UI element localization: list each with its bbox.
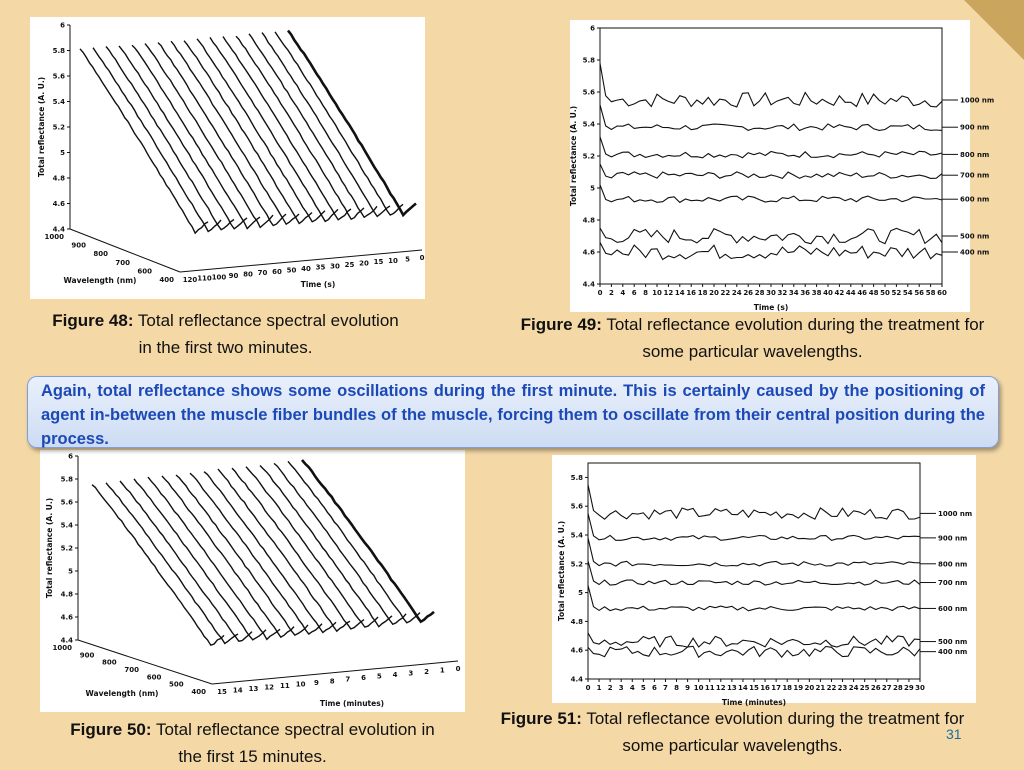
series-line-700-nm — [600, 164, 942, 178]
x-tick-label: 22 — [720, 289, 731, 297]
y-tick-label: 5.8 — [570, 473, 583, 482]
y-tick-label: 5.8 — [60, 475, 73, 484]
series-label: 400 nm — [938, 648, 968, 657]
time-tick-label: 20 — [359, 259, 369, 268]
x-tick-label: 46 — [857, 289, 868, 297]
time-tick-label: 110 — [197, 274, 212, 283]
wavelength-axis-label: Wavelength (nm) — [63, 276, 137, 285]
figure-50-label: Figure 50: — [70, 720, 152, 739]
x-tick-label: 24 — [731, 289, 742, 297]
x-tick-label: 32 — [777, 289, 788, 297]
time-axis-line — [212, 661, 458, 684]
wavelength-axis-label: Wavelength (nm) — [85, 689, 159, 698]
wavelength-tick-label: 900 — [71, 241, 86, 250]
x-tick-label: 8 — [674, 684, 679, 692]
time-tick-label: 80 — [243, 270, 253, 279]
y-tick-label: 4.8 — [52, 174, 65, 183]
wavelength-tick-label: 600 — [146, 673, 162, 682]
series-line-400-nm — [588, 646, 920, 657]
time-tick-label: 9 — [313, 678, 319, 687]
spectrum-curve — [106, 47, 234, 230]
x-tick-label: 0 — [585, 684, 591, 692]
y-tick-label: 4.6 — [60, 613, 73, 622]
y-tick-label: 6 — [60, 21, 65, 30]
series-label: 600 nm — [938, 604, 968, 613]
figure-49-text: Total reflectance evolution during the treatment for some particular wavelengths. — [601, 315, 985, 361]
y-tick-label: 4.8 — [60, 590, 73, 599]
x-tick-label: 10 — [652, 289, 662, 297]
spectrum-curve — [274, 463, 406, 624]
time-tick-label: 90 — [228, 271, 239, 280]
time-tick-label: 50 — [286, 266, 297, 275]
x-tick-label: 34 — [788, 289, 799, 297]
x-axis-label: Time (minutes) — [721, 698, 787, 707]
y-tick-label: 5.2 — [582, 152, 595, 161]
wavelength-axis-line — [78, 640, 212, 684]
y-tick-label: 5.8 — [52, 47, 65, 55]
x-tick-label: 21 — [815, 684, 826, 692]
figure-51-label: Figure 51: — [500, 709, 582, 728]
x-tick-label: 20 — [804, 684, 815, 692]
x-tick-label: 15 — [749, 684, 759, 692]
time-tick-label: 60 — [272, 267, 282, 276]
y-tick-label: 5.6 — [52, 72, 65, 81]
x-tick-label: 14 — [674, 289, 685, 297]
y-tick-label: 4.6 — [570, 646, 583, 655]
x-tick-label: 18 — [697, 289, 708, 297]
x-tick-label: 6 — [651, 684, 657, 692]
wavelength-tick-label: 800 — [102, 658, 117, 667]
time-tick-label: 13 — [248, 684, 259, 693]
series-label: 900 nm — [938, 534, 968, 543]
x-tick-label: 56 — [914, 289, 925, 297]
wavelength-tick-label: 400 — [191, 688, 206, 696]
spectrum-curve — [120, 481, 252, 641]
series-label: 600 nm — [960, 195, 990, 204]
figure-51-caption — [500, 705, 965, 759]
wavelength-tick-label: 900 — [79, 651, 95, 660]
x-tick-label: 6 — [631, 289, 637, 297]
x-tick-label: 5 — [640, 684, 646, 692]
y-tick-label: 5.6 — [582, 88, 595, 97]
series-label: 700 nm — [960, 171, 990, 180]
callout-text: Again, total reflectance shows some oscillations during the first minute. This is certainly caused by the positioning of agent in-between the muscle fiber bundles of the muscle, forcing them to oscillate from their central position during the process. — [41, 382, 985, 448]
x-tick-label: 8 — [643, 289, 649, 297]
series-line-800-nm — [600, 137, 942, 158]
series-line-500-nm — [588, 633, 920, 647]
x-tick-label: 11 — [704, 684, 715, 692]
x-tick-label: 0 — [597, 289, 603, 297]
x-tick-label: 3 — [618, 684, 624, 692]
callout-box — [27, 376, 999, 448]
y-tick-label: 5.4 — [570, 531, 583, 540]
spectrum-curve — [223, 37, 351, 220]
figure-48-chart — [30, 17, 425, 299]
series-line-500-nm — [600, 228, 942, 244]
time-tick-label: 5 — [405, 255, 410, 264]
series-label: 500 nm — [938, 638, 968, 647]
figure-50-svg — [40, 450, 465, 712]
x-tick-label: 16 — [686, 289, 697, 297]
series-label: 900 nm — [960, 123, 990, 132]
series-label: 500 nm — [960, 232, 990, 241]
x-tick-label: 7 — [663, 684, 668, 692]
x-tick-label: 25 — [859, 684, 870, 692]
time-tick-label: 14 — [232, 686, 243, 695]
time-tick-label: 30 — [330, 262, 340, 271]
figure-48-caption — [48, 307, 403, 361]
spectrum-curve — [232, 468, 364, 629]
x-tick-label: 26 — [870, 684, 881, 692]
y-axis-label: Total reflectance (A. U.) — [45, 497, 54, 599]
series-line-900-nm — [588, 513, 920, 540]
x-tick-label: 18 — [782, 684, 793, 692]
y-tick-label: 5.4 — [52, 98, 65, 106]
y-tick-label: 6 — [68, 452, 73, 461]
figure-49-label: Figure 49: — [520, 315, 602, 334]
figure-51-chart — [552, 455, 976, 707]
spectrum-curve — [262, 33, 390, 217]
y-tick-label: 5.6 — [60, 498, 73, 507]
series-line-1000-nm — [600, 63, 942, 107]
x-tick-label: 24 — [848, 684, 859, 692]
y-axis-label: Total reflectance (A. U.) — [569, 105, 578, 207]
time-tick-label: 35 — [315, 263, 326, 272]
time-tick-label: 15 — [217, 688, 227, 696]
figure-50-caption — [70, 716, 435, 770]
y-tick-label: 5.8 — [582, 56, 595, 65]
series-line-400-nm — [600, 242, 942, 259]
figure-49-chart — [569, 20, 995, 312]
figure-49-svg — [569, 20, 995, 312]
series-label: 400 nm — [960, 248, 990, 257]
slide-number: 31 — [946, 726, 962, 742]
y-tick-label: 4.4 — [52, 225, 65, 234]
time-tick-label: 7 — [345, 675, 351, 684]
y-tick-label: 5.4 — [582, 120, 595, 129]
y-tick-label: 6 — [590, 24, 595, 33]
time-tick-label: 1 — [439, 666, 445, 675]
x-tick-label: 40 — [823, 289, 833, 297]
time-tick-label: 25 — [344, 260, 355, 269]
time-tick-label: 10 — [388, 256, 398, 265]
x-tick-label: 38 — [811, 289, 822, 297]
figure-50-text: Total reflectance spectral evolution in the first 15 minutes. — [151, 720, 435, 766]
y-tick-label: 4.4 — [582, 280, 595, 289]
time-tick-label: 8 — [329, 677, 335, 686]
figure-50-chart — [40, 450, 465, 712]
wavelength-tick-label: 700 — [115, 258, 130, 267]
y-tick-label: 5.6 — [570, 502, 583, 511]
time-tick-label: 6 — [361, 674, 367, 683]
time-tick-label: 70 — [257, 269, 268, 278]
time-tick-label: 5 — [376, 672, 382, 681]
x-tick-label: 50 — [880, 289, 890, 297]
wavelength-tick-label: 500 — [169, 680, 184, 689]
y-tick-label: 4.8 — [582, 216, 595, 225]
y-tick-label: 5.2 — [52, 123, 65, 132]
spectrum-curve — [288, 461, 420, 622]
spectrum-curve — [80, 49, 208, 233]
x-tick-label: 2 — [608, 289, 614, 297]
x-tick-label: 44 — [845, 289, 856, 297]
y-tick-label: 4.6 — [582, 248, 595, 257]
y-tick-label: 5.4 — [60, 521, 73, 530]
y-tick-label: 4.4 — [60, 636, 73, 645]
series-line-800-nm — [588, 538, 920, 566]
corner-decoration — [964, 0, 1024, 60]
time-tick-label: 40 — [301, 265, 311, 273]
spectrum-curve — [162, 476, 294, 637]
x-tick-label: 60 — [937, 289, 947, 297]
y-tick-label: 4.4 — [570, 675, 583, 684]
time-tick-label: 2 — [424, 668, 429, 677]
series-label: 1000 nm — [938, 509, 973, 518]
y-tick-label: 5 — [60, 149, 65, 157]
x-tick-label: 13 — [726, 684, 737, 692]
series-label: 800 nm — [960, 150, 990, 159]
time-tick-label: 12 — [264, 683, 275, 692]
time-tick-label: 120 — [182, 276, 198, 284]
x-tick-label: 17 — [771, 684, 782, 692]
x-tick-label: 1 — [596, 684, 602, 692]
spectrum-curve — [249, 34, 377, 218]
x-tick-label: 30 — [915, 684, 925, 692]
spectrum-curve — [119, 46, 247, 229]
wavelength-tick-label: 700 — [124, 666, 139, 674]
x-tick-label: 10 — [693, 684, 704, 692]
x-tick-label: 28 — [892, 684, 903, 692]
y-tick-label: 5 — [68, 567, 73, 576]
time-tick-label: 11 — [280, 681, 290, 690]
x-tick-label: 27 — [881, 684, 892, 692]
wavelength-tick-label: 600 — [137, 267, 152, 276]
figure-51-text: Total reflectance evolution during the treatment for some particular wavelengths. — [581, 709, 965, 755]
figure-48-label: Figure 48: — [52, 311, 134, 330]
time-axis-label: Time (s) — [300, 280, 336, 289]
y-tick-label: 5 — [578, 589, 583, 598]
x-tick-label: 26 — [743, 289, 754, 297]
series-line-900-nm — [600, 105, 942, 131]
x-tick-label: 14 — [738, 684, 748, 692]
y-tick-label: 5.2 — [570, 560, 583, 569]
series-line-600-nm — [588, 585, 920, 610]
series-label: 1000 nm — [960, 96, 995, 105]
x-tick-label: 19 — [793, 684, 804, 692]
series-line-1000-nm — [588, 485, 920, 520]
spectrum-curve — [197, 39, 325, 222]
x-axis-label: Time (s) — [753, 303, 789, 312]
spectrum-curve — [275, 32, 403, 215]
x-tick-label: 23 — [837, 684, 848, 692]
x-tick-label: 28 — [754, 289, 765, 297]
x-tick-label: 42 — [834, 289, 845, 297]
spectrum-curve — [134, 479, 266, 640]
y-tick-label: 4.8 — [570, 617, 583, 626]
x-tick-label: 2 — [607, 684, 613, 692]
x-tick-label: 20 — [709, 289, 719, 297]
wavelength-tick-label: 1000 — [44, 233, 64, 241]
x-tick-label: 22 — [826, 684, 837, 692]
time-tick-label: 0 — [419, 254, 425, 262]
y-axis-label: Total reflectance (A. U.) — [557, 520, 566, 622]
x-tick-label: 9 — [685, 684, 691, 692]
x-tick-label: 4 — [629, 684, 635, 692]
y-tick-label: 5 — [590, 184, 595, 193]
wavelength-tick-label: 1000 — [52, 644, 72, 652]
x-tick-label: 16 — [760, 684, 770, 692]
series-line-600-nm — [600, 185, 942, 203]
x-tick-label: 12 — [715, 684, 726, 692]
series-label: 700 nm — [938, 579, 968, 588]
spectrum-curve — [148, 477, 280, 639]
y-axis-label: Total reflectance (A. U.) — [37, 76, 46, 178]
spectrum-curve — [302, 460, 434, 622]
x-tick-label: 48 — [868, 289, 879, 297]
spectrum-curve — [171, 41, 299, 224]
time-tick-label: 10 — [295, 680, 306, 689]
x-tick-label: 36 — [800, 289, 811, 297]
x-tick-label: 30 — [766, 289, 776, 297]
wavelength-tick-label: 400 — [159, 276, 174, 284]
spectrum-curve — [176, 475, 308, 635]
series-label: 800 nm — [938, 560, 968, 569]
wavelength-tick-label: 800 — [93, 250, 108, 259]
time-tick-label: 3 — [408, 669, 414, 678]
figure-48-svg — [30, 17, 425, 299]
x-tick-label: 54 — [902, 289, 913, 297]
x-tick-label: 52 — [891, 289, 902, 297]
figure-49-caption — [520, 311, 985, 365]
time-tick-label: 0 — [455, 665, 461, 673]
time-tick-label: 15 — [373, 258, 384, 267]
figure-48-text: Total reflectance spectral evolution in the first two minutes. — [133, 311, 399, 357]
time-axis-label: Time (minutes) — [319, 699, 385, 708]
spectrum-curve — [93, 48, 221, 232]
x-tick-label: 12 — [663, 289, 674, 297]
y-tick-label: 5.2 — [60, 544, 73, 553]
x-tick-label: 29 — [904, 684, 914, 692]
figure-51-svg — [552, 455, 976, 707]
time-tick-label: 100 — [211, 273, 227, 282]
time-tick-label: 4 — [392, 671, 398, 680]
x-tick-label: 4 — [620, 289, 626, 297]
y-tick-label: 4.6 — [52, 200, 65, 208]
x-tick-label: 58 — [925, 289, 936, 297]
